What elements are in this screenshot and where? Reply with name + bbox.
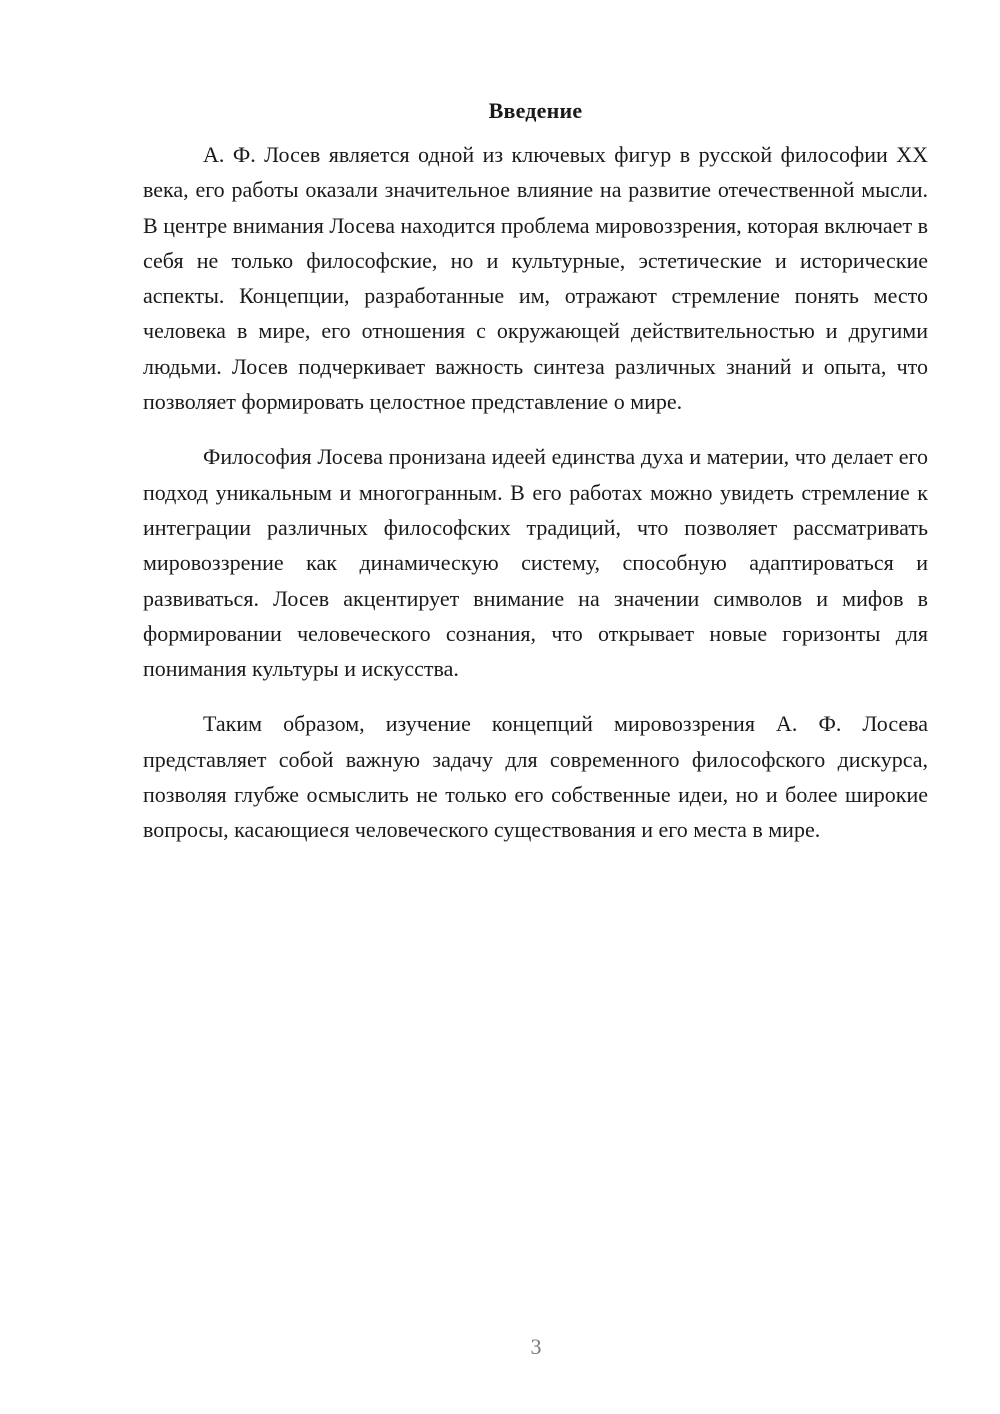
- page-content: [143, 96, 928, 868]
- paragraph-2: Философия Лосева пронизана идеей единства духа и материи, что делает его подход уникальным и многогранным. В его работах можно увидеть стремление к интеграции различных философских традиций, что позволяет рассматривать мировоззрение как динамическую систему, способную адаптироваться и развиваться. Лосев акцентирует внимание на значении символов и мифов в формировании человеческого сознания, что открывает новые горизонты для понимания культуры и искусства.: [143, 444, 928, 682]
- section-heading: Введение: [488, 98, 583, 123]
- paragraph-3: Таким образом, изучение концепций мировоззрения А. Ф. Лосева представляет собой важную задачу для современного философского дискурса, позволяя глубже осмыслить не только его собственные идеи, но и более широкие вопросы, касающиеся человеческого существования и его места в мире.: [143, 711, 928, 843]
- page-number: 3: [530, 1334, 542, 1359]
- paragraph-1: А. Ф. Лосев является одной из ключевых фигур в русской философии XX века, его работы оказали значительное влияние на развитие отечественной мысли. В центре внимания Лосева находится проблема мировоззрения, которая включает в себя не только философские, но и культурные, эстетические и исторические аспекты. Концепции, разработанные им, отражают стремление понять место человека в мире, его отношения с окружающей действительностью и другими людьми. Лосев подчеркивает важность синтеза различных знаний и опыта, что позволяет формировать целостное представление о мире.: [143, 142, 928, 415]
